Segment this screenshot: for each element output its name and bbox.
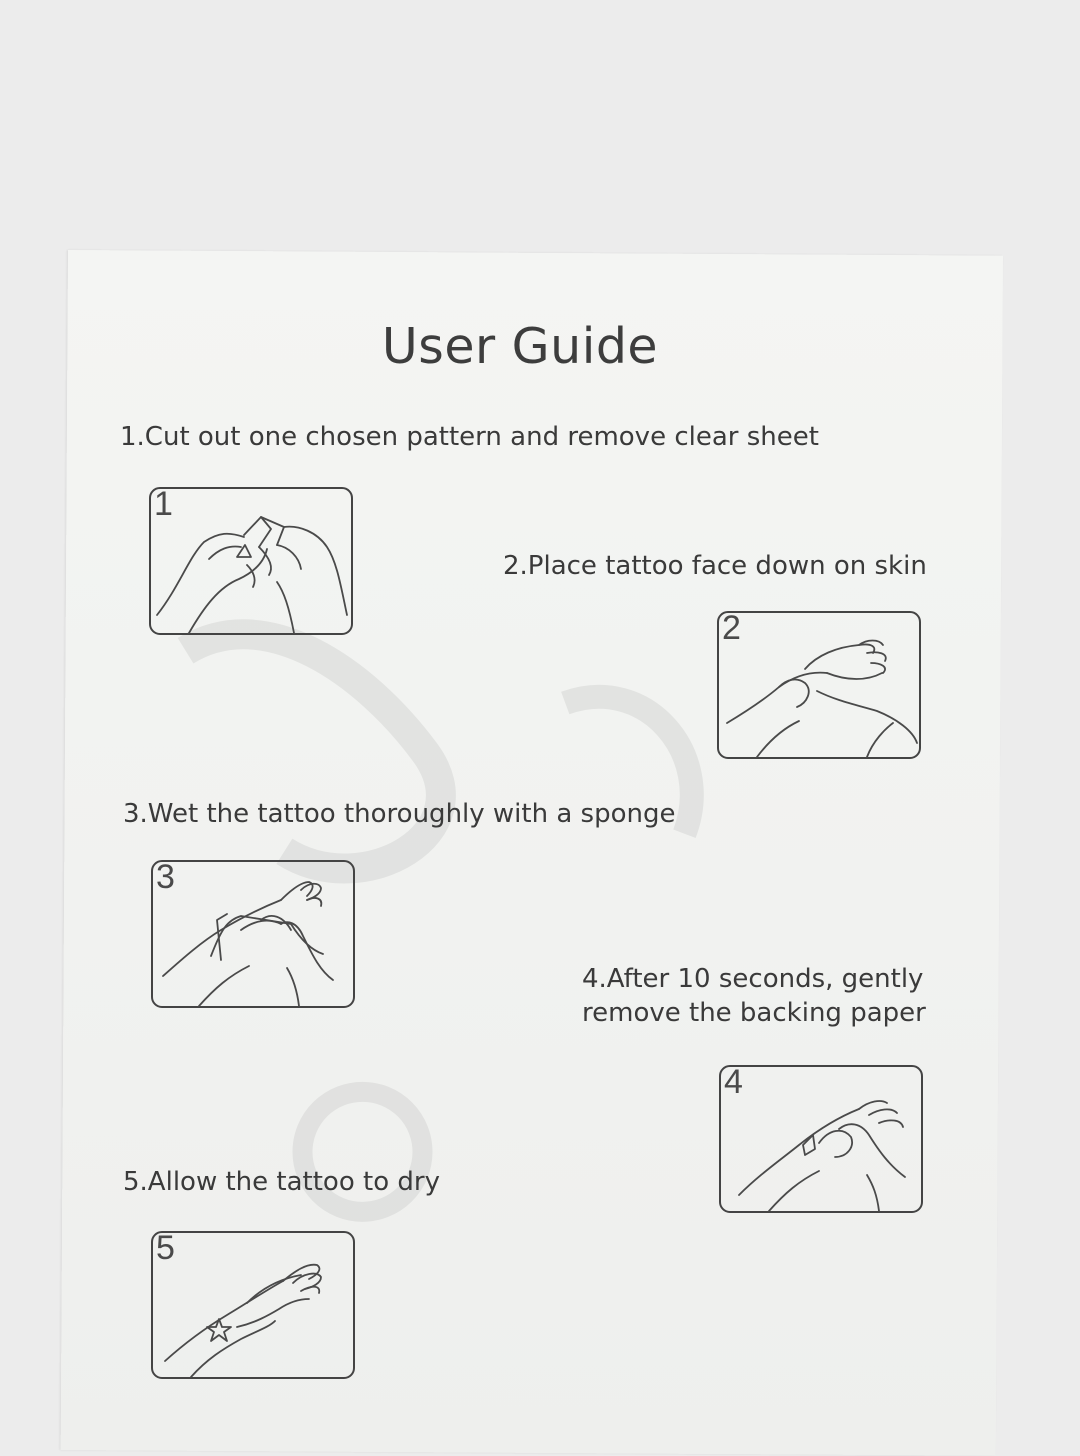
step-number: 2	[722, 609, 741, 647]
step-5-illustration	[151, 1231, 355, 1379]
step-number: 3	[156, 858, 175, 896]
step-3-text: 3.Wet the tattoo thoroughly with a sponge	[123, 799, 676, 829]
step-2-illustration	[717, 611, 921, 759]
hand-wetting-sponge-icon	[151, 860, 355, 1008]
step-4-illustration	[719, 1065, 923, 1213]
hand-with-star-tattoo-icon	[151, 1231, 355, 1379]
step-number: 5	[156, 1229, 175, 1267]
step-1-illustration	[149, 487, 353, 635]
step-3-illustration	[151, 860, 355, 1008]
page-title: User Guide	[381, 318, 659, 375]
step-5-text: 5.Allow the tattoo to dry	[123, 1167, 440, 1197]
step-number: 4	[724, 1063, 743, 1101]
step-4-text-line-2: remove the backing paper	[582, 998, 926, 1028]
hands-peeling-sheet-icon	[149, 487, 353, 635]
step-2-text: 2.Place tattoo face down on skin	[503, 551, 927, 581]
step-4-text-line-1: 4.After 10 seconds, gently	[582, 964, 924, 994]
step-4-text	[582, 962, 926, 1030]
hand-placing-tattoo-icon	[717, 611, 921, 759]
step-number: 1	[154, 485, 173, 523]
step-1-text: 1.Cut out one chosen pattern and remove clear sheet	[120, 422, 819, 452]
hand-removing-paper-icon	[719, 1065, 923, 1213]
